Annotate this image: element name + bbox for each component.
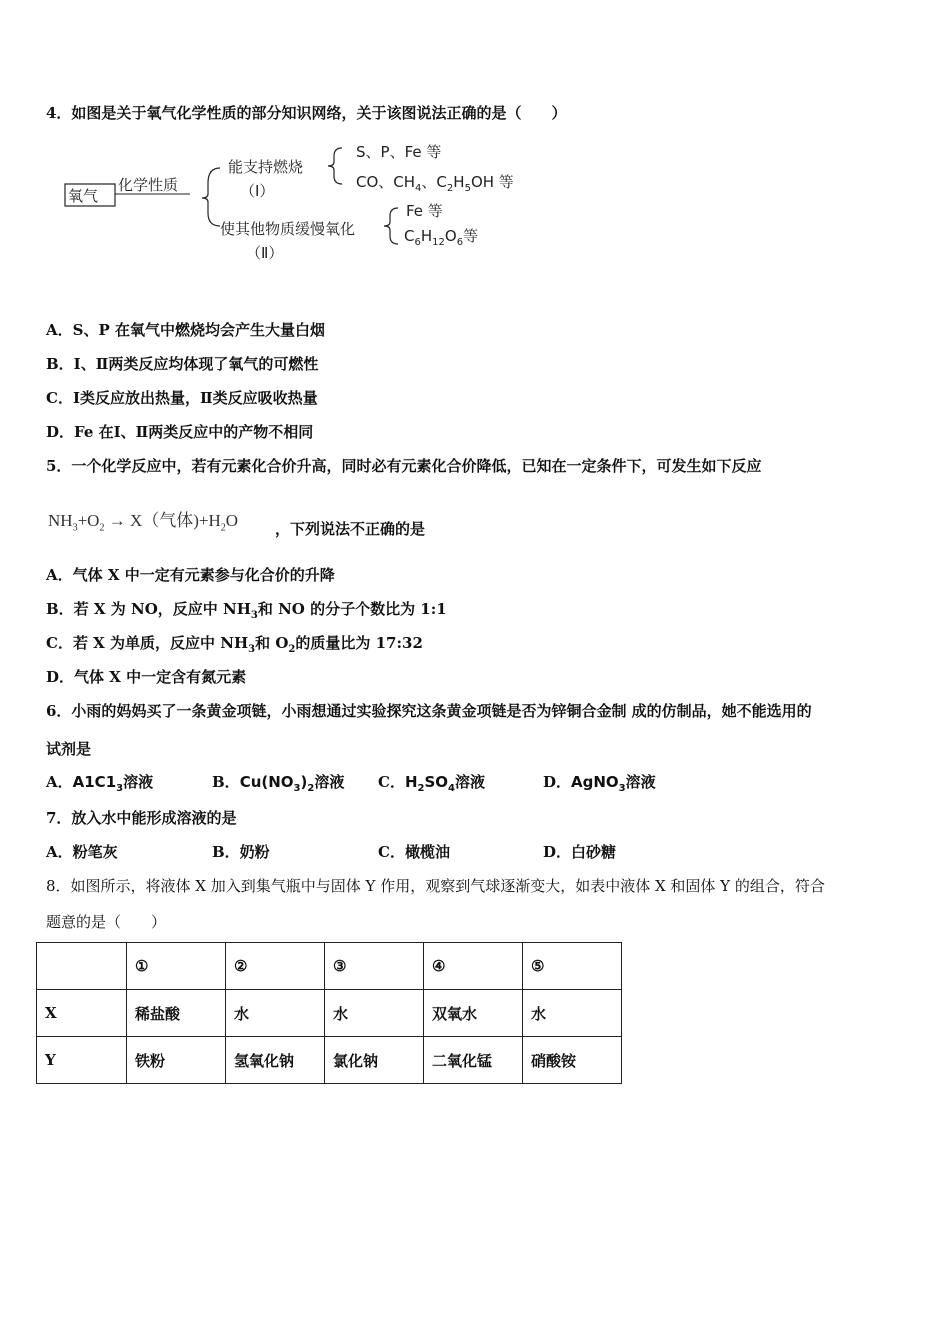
q6d-label: D． bbox=[543, 773, 572, 791]
g1i2-sub1: 4 bbox=[415, 183, 422, 194]
table-cell bbox=[37, 943, 127, 990]
q6d-sub: 3 bbox=[618, 783, 626, 794]
diagram-root: 氧气 bbox=[68, 187, 99, 205]
table-cell: 水 bbox=[226, 990, 325, 1037]
table-cell: ② bbox=[226, 943, 325, 990]
q5-stem: 5．一个化学反应中，若有元素化合价升高，同时必有元素化合价降低，已知在一定条件下，可发生如下反应 bbox=[46, 457, 762, 475]
q6c-end: 溶液 bbox=[455, 773, 486, 791]
q5-option-b bbox=[46, 598, 447, 621]
q6c-sub2: 4 bbox=[448, 783, 456, 794]
diagram-group2-num: （Ⅱ） bbox=[246, 244, 284, 262]
q6b-end: 溶液 bbox=[314, 773, 345, 791]
table-cell: ③ bbox=[325, 943, 424, 990]
diagram-group2: 使其他物质缓慢氧化 bbox=[220, 220, 356, 238]
q5c-post: 的质量比为 17:32 bbox=[295, 634, 423, 652]
q7-option-d: D．白砂糖 bbox=[543, 843, 617, 861]
table-cell: 稀盐酸 bbox=[127, 990, 226, 1037]
q6b-sub2: 2 bbox=[307, 783, 315, 794]
q6-stem-line1: 6．小雨的妈妈买了一条黄金项链，小雨想通过实验探究这条黄金项链是否为锌铜合金制 成的仿制品，她不能选用的 bbox=[46, 702, 812, 720]
q6d-end: 溶液 bbox=[625, 773, 656, 791]
q4-option-a: A．S、P 在氧气中燃烧均会产生大量白烟 bbox=[46, 321, 325, 339]
q6a-label: A． bbox=[46, 773, 73, 791]
diagram-group1-num: （Ⅰ） bbox=[240, 182, 275, 200]
eq-end: O bbox=[225, 511, 239, 530]
q6-option-c bbox=[378, 771, 485, 794]
g1i2-end: OH 等 bbox=[470, 173, 514, 191]
table-cell: ④ bbox=[424, 943, 523, 990]
g2i2-o: O bbox=[444, 227, 457, 245]
g1i2-mid2: H bbox=[453, 173, 465, 191]
q5-option-c bbox=[46, 632, 423, 655]
q7-option-c: C．橄榄油 bbox=[378, 843, 450, 861]
table-cell: 双氧水 bbox=[424, 990, 523, 1037]
q4-option-d: D．Fe 在Ⅰ、Ⅱ两类反应中的产物不相同 bbox=[46, 423, 314, 441]
main-brace bbox=[202, 168, 220, 226]
oxygen-knowledge-diagram bbox=[60, 138, 540, 268]
q6-option-d bbox=[543, 771, 656, 794]
eq-o: +O bbox=[77, 511, 100, 530]
q6-stem-line2: 试剂是 bbox=[46, 740, 92, 758]
q7-stem: 7．放入水中能形成溶液的是 bbox=[46, 809, 237, 827]
q5b-post: 和 NO 的分子个数比为 1:1 bbox=[257, 600, 447, 618]
q6-option-b bbox=[212, 771, 344, 794]
q4-option-b: B．Ⅰ、Ⅱ两类反应均体现了氧气的可燃性 bbox=[46, 355, 319, 373]
g2i2-end: 等 bbox=[463, 227, 479, 245]
q5-option-d: D．气体 X 中一定含有氮元素 bbox=[46, 668, 247, 686]
q6c-pre: H bbox=[404, 773, 418, 791]
q6c-label: C． bbox=[378, 773, 405, 791]
g2i2-s1: 6 bbox=[414, 237, 421, 248]
q6a-post: 溶液 bbox=[123, 773, 154, 791]
q5c-mid: 和 O bbox=[255, 634, 289, 652]
g2i2-h: H bbox=[420, 227, 433, 245]
diagram-group1-item2 bbox=[356, 171, 514, 194]
eq-nh: NH bbox=[48, 511, 73, 530]
eq-nh-sub: 3 bbox=[72, 522, 78, 534]
q8-stem-line2: 题意的是（ ） bbox=[46, 913, 167, 931]
q6b-label: B． bbox=[212, 773, 240, 791]
brace-group2 bbox=[384, 208, 398, 244]
table-cell: 铁粉 bbox=[127, 1037, 226, 1084]
g2i2-c: C bbox=[404, 227, 415, 245]
q4-option-c: C．Ⅰ类反应放出热量，Ⅱ类反应吸收热量 bbox=[46, 389, 318, 407]
q4-stem: 4．如图是关于氧气化学性质的部分知识网络，关于该图说法正确的是（ ） bbox=[46, 104, 567, 122]
q7-option-a: A．粉笔灰 bbox=[46, 843, 118, 861]
table-cell: ① bbox=[127, 943, 226, 990]
q6a-sub: 3 bbox=[116, 783, 124, 794]
q5c-sub2: 2 bbox=[288, 644, 296, 655]
q6c-mid: SO bbox=[424, 773, 449, 791]
g2i2-s3: 6 bbox=[456, 237, 464, 248]
q8-stem-line1: 8．如图所示，将液体 X 加入到集气瓶中与固体 Y 作用，观察到气球逐渐变大，如表中液体 X 和固体 Y 的组合，符合 bbox=[46, 877, 825, 895]
table-cell: 氯化钠 bbox=[325, 1037, 424, 1084]
q6b-post: ) bbox=[300, 773, 308, 791]
g1i2-mid: 、C bbox=[421, 173, 447, 191]
q5-option-a: A．气体 X 中一定有元素参与化合价的升降 bbox=[46, 566, 335, 584]
table-cell: 二氧化锰 bbox=[424, 1037, 523, 1084]
q6b-sub: 3 bbox=[293, 783, 301, 794]
table-cell: ⑤ bbox=[523, 943, 622, 990]
q5-tail: ，下列说法不正确的是 bbox=[275, 520, 426, 538]
eq-h-sub: 2 bbox=[220, 522, 226, 534]
brace-group1 bbox=[328, 148, 342, 184]
diagram-group2-item2 bbox=[404, 225, 478, 248]
q5b-sub: 3 bbox=[250, 610, 258, 621]
q6b-pre: Cu(NO bbox=[239, 773, 294, 791]
q7-option-b: B．奶粉 bbox=[212, 843, 270, 861]
table-cell: 硝酸铵 bbox=[523, 1037, 622, 1084]
eq-arrow: → X（气体)+H bbox=[104, 511, 221, 530]
q6d-pre: AgNO bbox=[571, 773, 619, 791]
eq-o-sub: 2 bbox=[99, 522, 105, 534]
diagram-group2-item1: Fe 等 bbox=[406, 202, 443, 220]
q5c-sub1: 3 bbox=[248, 644, 256, 655]
q6a-pre: A1C1 bbox=[72, 773, 117, 791]
table-row-x bbox=[37, 990, 622, 1037]
q8-combination-table bbox=[36, 942, 622, 1084]
q6-option-a bbox=[46, 771, 153, 794]
q5c-pre: C．若 X 为单质，反应中 NH bbox=[46, 634, 249, 652]
table-cell: 水 bbox=[523, 990, 622, 1037]
table-cell: X bbox=[37, 990, 127, 1037]
table-header-row bbox=[37, 943, 622, 990]
table-cell: 水 bbox=[325, 990, 424, 1037]
g2i2-s2: 12 bbox=[432, 237, 445, 248]
diagram-branch: 化学性质 bbox=[118, 176, 179, 194]
diagram-group1-item1: S、P、Fe 等 bbox=[356, 143, 442, 161]
table-row-y bbox=[37, 1037, 622, 1084]
diagram-group1: 能支持燃烧 bbox=[228, 158, 304, 176]
q6c-sub: 2 bbox=[417, 783, 425, 794]
q5-equation bbox=[48, 506, 238, 533]
g1i2-sub3: 5 bbox=[464, 183, 471, 194]
g1i2-sub2: 2 bbox=[446, 183, 454, 194]
q5b-pre: B．若 X 为 NO，反应中 NH bbox=[46, 600, 251, 618]
g1i2-main: CO、CH bbox=[356, 173, 416, 191]
table-cell: 氢氧化钠 bbox=[226, 1037, 325, 1084]
table-cell: Y bbox=[37, 1037, 127, 1084]
